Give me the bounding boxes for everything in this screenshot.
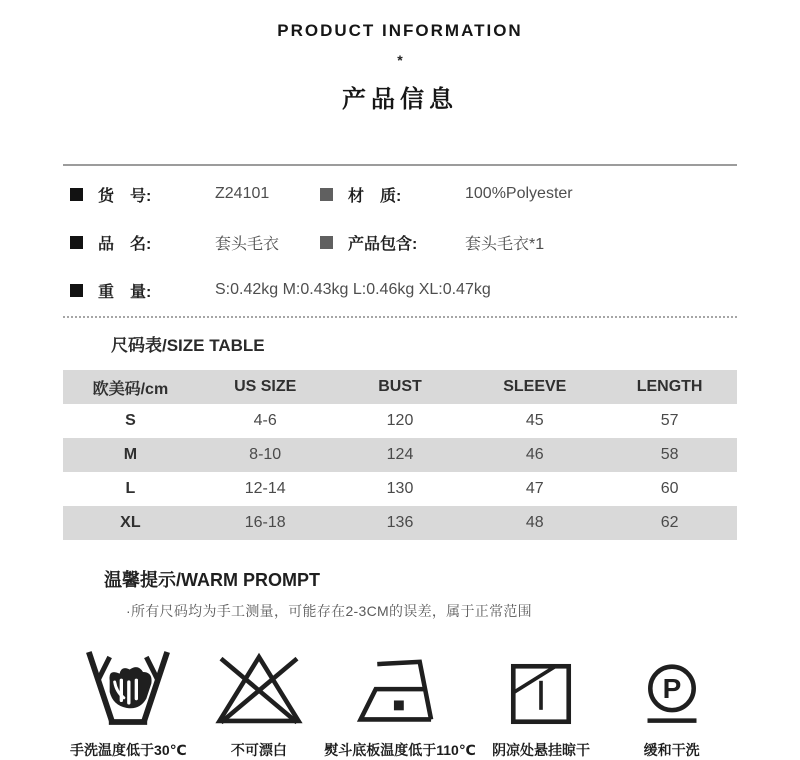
table-cell: 45 <box>525 412 544 429</box>
table-cell: 60 <box>660 480 679 497</box>
info-label: 品 名: <box>98 235 152 253</box>
info-item-includes <box>320 218 737 266</box>
table-cell: 47 <box>525 480 544 497</box>
square-bullet-icon <box>320 236 333 249</box>
table-cell: 136 <box>386 514 414 531</box>
info-row <box>70 266 737 314</box>
table-row <box>63 472 737 506</box>
star-divider-icon: * <box>397 52 403 68</box>
warm-prompt-note: ·所有尺码均为手工测量，可能存在2-3CM的误差，属于正常范围 <box>126 603 532 619</box>
column-header: US SIZE <box>234 378 297 395</box>
content-area <box>63 164 737 760</box>
table-cell: 120 <box>386 412 414 429</box>
care-label: 不可漂白 <box>230 742 287 758</box>
table-cell: 130 <box>386 480 414 497</box>
info-row <box>70 170 737 218</box>
care-label: 熨斗底板温度低于110℃ <box>324 742 476 758</box>
gentle-dry-clean-icon <box>637 645 707 727</box>
table-cell: 12-14 <box>244 480 286 497</box>
hand-wash-icon <box>78 645 178 727</box>
info-value: 套头毛衣*1 <box>465 235 545 253</box>
care-label: 阴凉处悬挂晾干 <box>492 742 591 758</box>
table-row <box>63 438 737 472</box>
info-label: 重 量: <box>98 283 152 301</box>
care-item-dry-clean <box>606 645 737 760</box>
info-item-material <box>320 170 737 218</box>
column-header: SLEEVE <box>503 378 567 395</box>
table-cell: S <box>125 412 136 429</box>
info-value: Z24101 <box>215 185 270 202</box>
info-item-sku <box>70 170 320 218</box>
care-item-iron <box>324 645 476 760</box>
care-instructions <box>63 645 737 760</box>
table-cell: 48 <box>525 514 544 531</box>
info-item-name <box>70 218 320 266</box>
column-header: 欧美码/cm <box>92 380 169 398</box>
info-row <box>70 218 737 266</box>
care-label: 手洗温度低于30℃ <box>70 742 187 758</box>
square-bullet-icon <box>320 188 333 201</box>
care-label: 缓和干洗 <box>643 742 700 758</box>
table-cell: L <box>125 480 136 497</box>
info-value: S:0.42kg M:0.43kg L:0.46kg XL:0.47kg <box>215 281 491 298</box>
page-header <box>0 0 800 114</box>
shade-hang-dry-icon <box>508 645 574 727</box>
info-value: 100%Polyester <box>465 185 573 202</box>
care-item-no-bleach <box>194 645 325 760</box>
table-cell: M <box>123 446 138 463</box>
column-header: BUST <box>378 378 422 395</box>
table-cell: XL <box>120 514 141 531</box>
warm-prompt-title: 温馨提示/WARM PROMPT <box>104 570 320 590</box>
table-cell: 8-10 <box>249 446 282 463</box>
info-label: 货 号: <box>98 187 152 205</box>
table-cell: 46 <box>525 446 544 463</box>
dry-clean-letter: P <box>662 673 682 705</box>
info-value: 套头毛衣 <box>215 235 280 253</box>
iron-low-temp-icon <box>354 645 446 727</box>
info-label: 产品包含: <box>348 235 418 253</box>
care-item-shade-dry <box>476 645 607 760</box>
table-cell: 4-6 <box>253 412 277 429</box>
info-label: 材 质: <box>348 187 402 205</box>
column-header: LENGTH <box>636 378 703 395</box>
page-title-cn: 产品信息 <box>342 86 458 113</box>
info-item-weight <box>70 266 737 314</box>
square-bullet-icon <box>70 236 83 249</box>
product-info-section <box>63 166 737 314</box>
size-table <box>63 370 737 540</box>
table-cell: 58 <box>660 446 679 463</box>
dotted-divider <box>63 316 737 318</box>
size-table-title: 尺码表/SIZE TABLE <box>111 336 265 355</box>
square-bullet-icon <box>70 188 83 201</box>
square-bullet-icon <box>70 284 83 297</box>
table-cell: 62 <box>660 514 679 531</box>
table-cell: 16-18 <box>244 514 286 531</box>
table-row <box>63 404 737 438</box>
care-item-hand-wash <box>63 645 194 760</box>
table-cell: 57 <box>660 412 679 429</box>
table-row <box>63 506 737 540</box>
size-table-header-row <box>63 370 737 404</box>
table-cell: 124 <box>386 446 414 463</box>
no-bleach-icon <box>213 645 305 727</box>
page-title-en: PRODUCT INFORMATION <box>277 21 523 40</box>
